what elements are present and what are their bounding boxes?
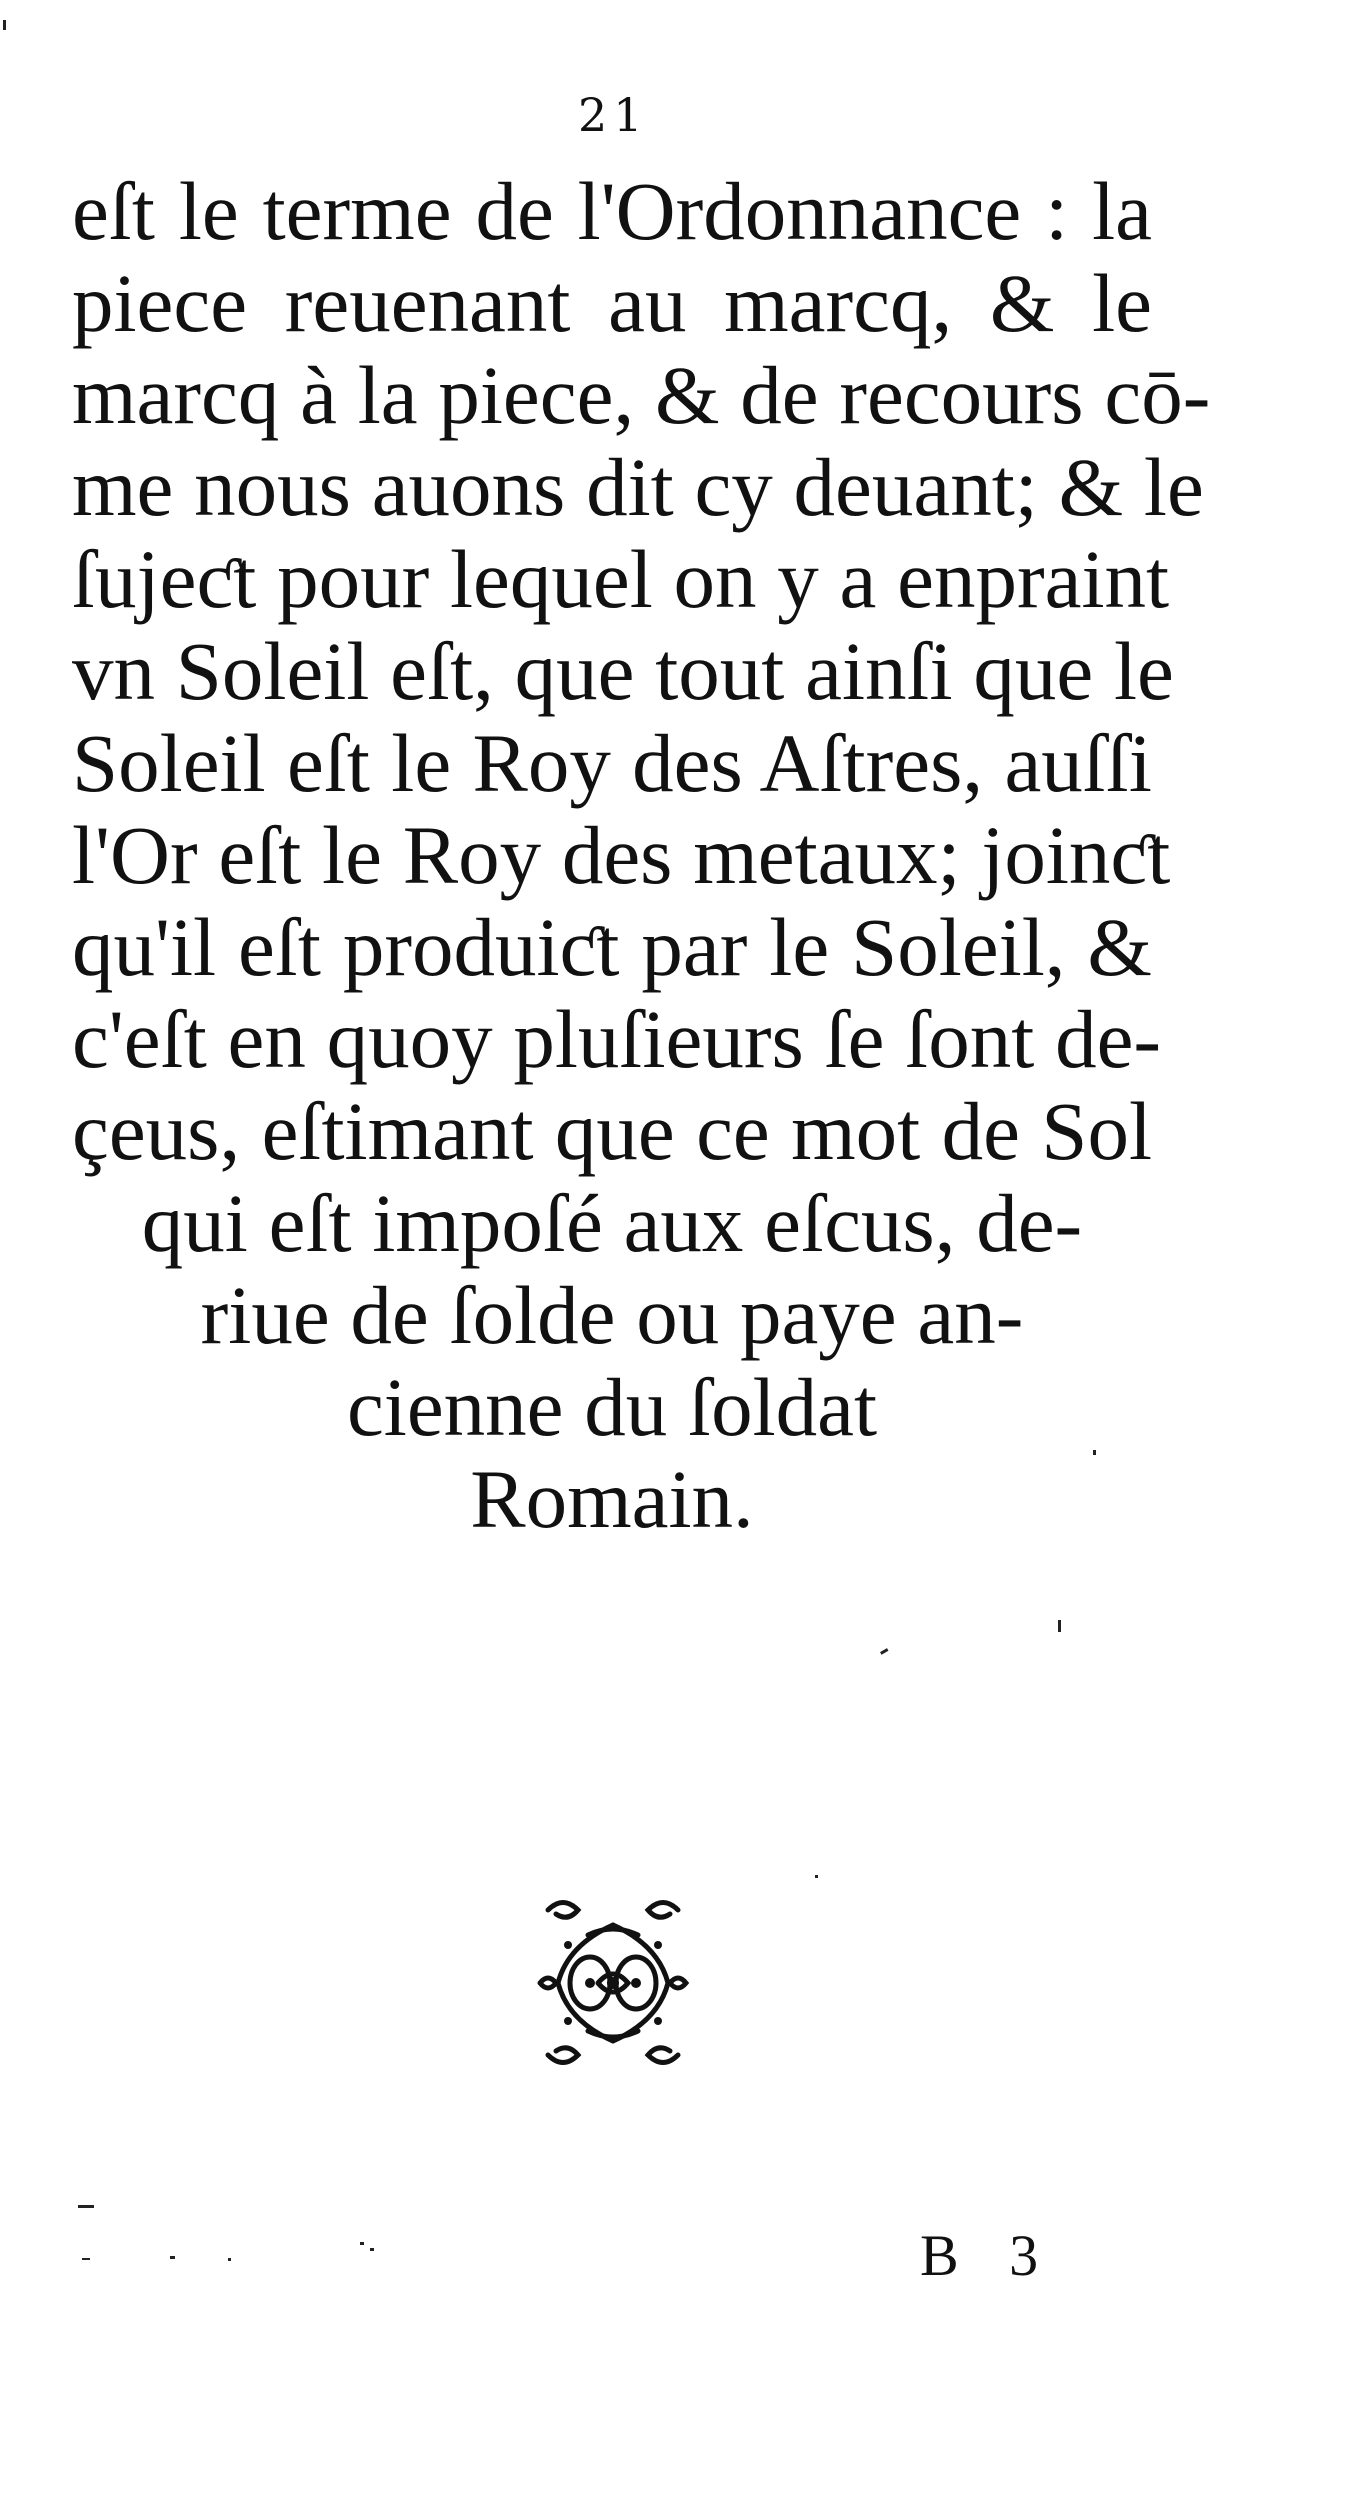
text-line: me nous auons dit cy deuant; & le <box>72 441 1204 533</box>
fleuron-ornament-icon <box>528 1890 698 2075</box>
text-line: cienne du ſoldat <box>346 1361 878 1453</box>
body-text <box>72 165 1211 1545</box>
text-line: c'eſt en quoy pluſieurs ſe ſont de- <box>72 993 1162 1085</box>
text-line: vn Soleil eſt, que tout ainſi que le <box>72 625 1174 717</box>
text-line: çeus, eſtimant que ce mot de Sol <box>72 1085 1152 1177</box>
page-number: 21 <box>578 88 649 142</box>
text-line: Soleil eſt le Roy des Aſtres, auſſi <box>72 717 1152 809</box>
text-line: Romain. <box>470 1453 754 1545</box>
text-line: ſujeƈt pour lequel on y a enpraint <box>72 533 1170 625</box>
text-line: marcq à la piece, & de recours cō- <box>72 349 1211 441</box>
text-line: qui eſt impoſé aux eſcus, de- <box>141 1177 1083 1269</box>
text-line: piece reuenant au marcq, & le <box>72 257 1152 349</box>
signature-mark: B 3 <box>920 2223 1057 2288</box>
text-line: l'Or eſt le Roy des metaux; joinƈt <box>72 809 1171 901</box>
text-line: eſt le terme de l'Ordonnance : la <box>72 165 1152 257</box>
text-line: qu'il eſt produiƈt par le Soleil, & <box>72 901 1152 993</box>
text-line: riue de ſolde ou paye an- <box>200 1269 1024 1361</box>
